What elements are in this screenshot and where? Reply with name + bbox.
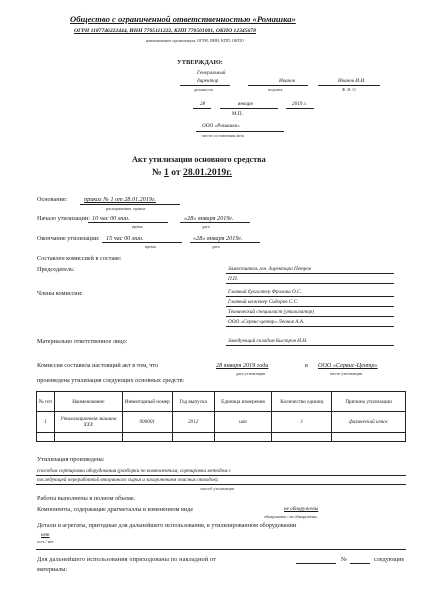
mol-value: Заведующий складом Быстров Н.Н.: [228, 338, 308, 344]
table-cell: 000001: [122, 412, 172, 433]
approver-position-2: директор: [197, 78, 219, 84]
table-cell: 2012: [172, 412, 214, 433]
approve-day: 28: [200, 101, 206, 107]
statement-continuation: произведена утилизация следующих основных средств:: [37, 377, 185, 384]
commission-label: Составлен комиссией в составе:: [37, 255, 122, 262]
start-label: Начало утилизации:: [37, 215, 90, 222]
start-date: «28» января 2019г.: [184, 215, 234, 222]
components-text: Компоненты, содержащие драгметаллы в измененном виде: [37, 506, 194, 513]
table-header-row: [37, 392, 406, 412]
statement-date-caption: дата утилизации: [236, 371, 266, 376]
statement-text: Комиссия составила настоящий акт в том, что: [37, 362, 159, 369]
table-row: [37, 433, 406, 442]
date-prefix: от: [171, 167, 181, 178]
approve-year: 2019 г.: [292, 101, 307, 107]
chair-label: Председатель:: [37, 266, 75, 273]
footer-text: Для дальнейшего использования оприходованы по накладной от: [37, 556, 216, 563]
approver-signature: Иванов: [279, 78, 295, 84]
end-time: 15 час 00 мин.: [106, 235, 144, 242]
table-header-cell: Наименование: [54, 392, 122, 412]
chair-name-1: Заместитель ген. директора Петров: [228, 266, 312, 272]
components-caption: обнаружены / не обнаружены: [264, 514, 317, 519]
table-header-cell: Количество единиц: [272, 392, 332, 412]
table-cell: шт: [214, 412, 272, 433]
table-cell: 1: [272, 412, 332, 433]
table-cell: физический износ: [332, 412, 406, 433]
basis-value: приказ № 1 от 28.01.2019г.: [84, 196, 156, 203]
table-cell: Утилизационная машина XXX: [54, 412, 122, 433]
table-header-cell: Инвентарный номер: [122, 392, 172, 412]
method-caption: способ утилизации: [200, 486, 235, 491]
end-time-caption: время: [145, 244, 156, 249]
table-cell: 1: [37, 412, 55, 433]
table-header-cell: Единица измерения: [214, 392, 272, 412]
assets-table: [36, 391, 406, 442]
number-prefix: №: [152, 167, 162, 178]
document-number: 1: [164, 167, 169, 178]
statement-place-caption: место утилизации: [330, 371, 363, 376]
statement-place: ООО «Сервис-Центр»: [318, 362, 378, 369]
end-label: Окончание утилизации:: [37, 235, 100, 242]
done-text: Работы выполнены в полном объеме.: [37, 495, 136, 502]
approve-label: УТВЕРЖДАЮ:: [177, 59, 223, 66]
organization-name: Общество с ограниченной ответственностью «Ромашка»: [70, 14, 296, 24]
footer-num-label: №: [341, 556, 347, 563]
approver-signature-caption: подпись: [268, 87, 283, 92]
approver-position-caption: должность: [194, 87, 214, 92]
start-date-caption: дата: [202, 224, 210, 229]
organization-codes: ОГРН 1187746222444, ИНН 7705111222, КПП 770501001, ОКПО 12345678: [74, 28, 256, 34]
approver-fio: Иванов И.И.: [338, 78, 366, 84]
document-title: Акт утилизации основного средства: [132, 155, 266, 164]
chair-name-2: П.П.: [228, 276, 239, 282]
end-date-caption: дата: [212, 244, 220, 249]
footer-tail: следующие: [374, 556, 405, 563]
parts-text: Детали и агрегаты, пригодные для дальнейшего использования, в утилизированном оборудовании: [37, 522, 297, 529]
statement-date: 28 января 2019 года: [216, 362, 269, 369]
member-3: Технический специалист (утилизатор): [228, 309, 315, 315]
basis-caption: распоряжение, приказ: [106, 206, 146, 211]
start-time-caption: время: [132, 224, 143, 229]
basis-label: Основание:: [37, 196, 68, 203]
approve-place: ООО «Ромашка»: [202, 123, 240, 129]
member-2: Главный инженер Сидоров С.С.: [228, 299, 299, 305]
table-header-cell: № п/п: [37, 392, 55, 412]
approve-place-caption: место составления акта: [202, 133, 244, 138]
table-header-cell: Причина утилизации: [332, 392, 406, 412]
method-line-2: последующей переработкой вторичного сырья и захоронением опасных отходов).: [37, 477, 219, 483]
organization-caption: наименование организации, ОГРН, ИНН, КПП, ОКПО: [146, 38, 244, 43]
table-header-cell: Год выпуска: [172, 392, 214, 412]
approver-position-1: Генеральный: [197, 70, 226, 76]
components-value: не обнаружены: [284, 506, 319, 512]
footer-line-2: материалы:: [37, 566, 68, 573]
mol-label: Материально ответственное лицо:: [37, 338, 128, 345]
parts-caption: есть / нет: [37, 539, 54, 544]
approver-fio-caption: Ф. И. О.: [342, 87, 357, 92]
parts-value: нет: [41, 532, 50, 538]
stamp-mark: М.П.: [232, 111, 243, 117]
table-row: [37, 412, 406, 433]
member-1: Главный бухгалтер Фролова О.С.: [228, 289, 302, 295]
document-number-line: [152, 167, 232, 178]
end-date: «28» января 2019г.: [193, 235, 243, 242]
approve-month: января: [238, 101, 253, 107]
start-time: 10 час 00 мин.: [92, 215, 130, 222]
members-label: Члены комиссии:: [37, 290, 83, 297]
member-4: ООО «Сервис-центр» Леонов А.А.: [228, 319, 305, 325]
method-label: Утилизация произведена:: [37, 456, 105, 463]
document-date: 28.01.2019г.: [183, 167, 232, 178]
statement-in: в: [305, 362, 308, 369]
method-line-1: способом сортировки оборудования (разборки по компонентам, сортировки методом с: [37, 468, 231, 474]
